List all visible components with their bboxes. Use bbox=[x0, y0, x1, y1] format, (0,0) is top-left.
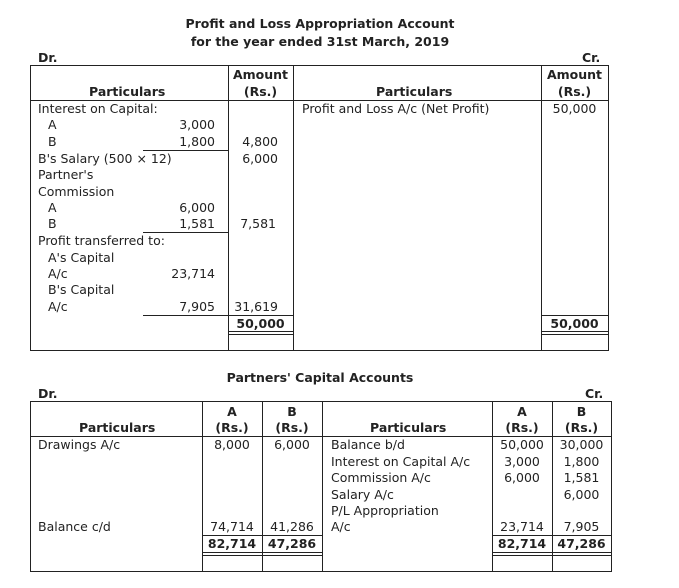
cap-hdr-particulars-right: Particulars bbox=[370, 420, 447, 435]
cap-col-divider-3 bbox=[322, 401, 323, 572]
pl-top-border bbox=[30, 65, 609, 66]
cap-right-total-rule-2 bbox=[492, 555, 611, 556]
cap-hdr-rs-a-left: (Rs.) bbox=[215, 420, 249, 435]
pl-right-total-rule-1 bbox=[541, 331, 608, 332]
pl-netprofit-value: 50,000 bbox=[552, 101, 597, 116]
cap-bbd-label: Balance b/d bbox=[331, 437, 405, 452]
cap-salary-b: 6,000 bbox=[563, 487, 600, 502]
cap-left-border bbox=[30, 401, 31, 572]
pl-cr-label: Cr. bbox=[582, 50, 601, 65]
cap-right-total-rule-1 bbox=[492, 552, 611, 553]
pl-comm-a-value: 6,000 bbox=[179, 200, 215, 215]
cap-bottom-border bbox=[30, 571, 612, 572]
pl-right-total-rule-2 bbox=[541, 334, 608, 335]
pl-hdr-amount-left: Amount bbox=[232, 67, 289, 82]
pl-comm-total: 7,581 bbox=[240, 216, 276, 231]
pl-comm-a-label: A bbox=[48, 200, 57, 215]
pl-hdr-rs-right: (Rs.) bbox=[557, 84, 592, 99]
cap-interest-a: 3,000 bbox=[504, 454, 540, 469]
cap-balance-b: 41,286 bbox=[270, 519, 314, 534]
cap-drawings-label: Drawings A/c bbox=[38, 437, 121, 452]
cap-left-total-a: 82,714 bbox=[207, 536, 257, 551]
pl-b-capital-label-1: B's Capital bbox=[48, 282, 115, 297]
cap-drawings-b: 6,000 bbox=[274, 437, 310, 452]
cap-left-total-b: 47,286 bbox=[267, 536, 317, 551]
pl-salary-value: 6,000 bbox=[242, 151, 278, 166]
pl-int-b-value: 1,800 bbox=[179, 134, 215, 149]
cap-right-total-a: 82,714 bbox=[497, 536, 547, 551]
pl-a-capital-label-2: A/c bbox=[48, 266, 68, 281]
pl-hdr-amount-right: Amount bbox=[546, 67, 603, 82]
cap-dr-label: Dr. bbox=[38, 386, 58, 401]
cap-hdr-b-left: B bbox=[287, 404, 297, 419]
pl-b-capital-label-2: A/c bbox=[48, 299, 68, 314]
cap-pla-b: 7,905 bbox=[563, 519, 600, 534]
pl-a-capital-value: 23,714 bbox=[171, 266, 215, 281]
cap-hdr-rs-a-right: (Rs.) bbox=[505, 420, 539, 435]
cap-hdr-rs-b-left: (Rs.) bbox=[275, 420, 309, 435]
cap-pla-a: 23,714 bbox=[500, 519, 544, 534]
cap-drawings-a: 8,000 bbox=[214, 437, 250, 452]
cap-pla-label-2: A/c bbox=[331, 519, 351, 534]
pl-title: Profit and Loss Appropriation Account bbox=[185, 16, 455, 31]
cap-hdr-particulars-left: Particulars bbox=[79, 420, 156, 435]
pl-right-border bbox=[608, 65, 609, 351]
pl-netprofit-label: Profit and Loss A/c (Net Profit) bbox=[302, 101, 490, 116]
cap-balance-label: Balance c/d bbox=[38, 519, 111, 534]
cap-pla-label-1: P/L Appropriation bbox=[331, 503, 439, 518]
cap-interest-b: 1,800 bbox=[563, 454, 600, 469]
pl-interest-label: Interest on Capital: bbox=[38, 101, 158, 116]
cap-top-border bbox=[30, 401, 612, 402]
pl-right-grand-total: 50,000 bbox=[550, 316, 599, 331]
pl-left-total-rule-2 bbox=[228, 334, 293, 335]
cap-commission-label: Commission A/c bbox=[331, 470, 431, 485]
pl-a-capital-label-1: A's Capital bbox=[48, 250, 115, 265]
pl-b-capital-value: 7,905 bbox=[179, 299, 215, 314]
pl-profit-total: 31,619 bbox=[234, 299, 278, 314]
pl-comm-b-label: B bbox=[48, 216, 57, 231]
cap-title: Partners' Capital Accounts bbox=[226, 370, 414, 385]
pl-profit-subtotal-rule bbox=[143, 315, 228, 316]
pl-left-total-rule-1 bbox=[228, 331, 293, 332]
pl-left-border bbox=[30, 65, 31, 351]
pl-subtitle: for the year ended 31st March, 2019 bbox=[190, 34, 450, 49]
cap-hdr-b-right: B bbox=[576, 404, 587, 419]
pl-left-grand-total: 50,000 bbox=[236, 316, 285, 331]
pl-hdr-rs-left: (Rs.) bbox=[243, 84, 278, 99]
pl-comm-label-1: Partner's bbox=[38, 167, 94, 182]
pl-salary-label: B's Salary (500 × 12) bbox=[38, 151, 172, 166]
cap-bbd-b: 30,000 bbox=[559, 437, 604, 452]
cap-hdr-a-left: A bbox=[227, 404, 237, 419]
cap-balance-a: 74,714 bbox=[210, 519, 254, 534]
pl-int-total: 4,800 bbox=[242, 134, 278, 149]
pl-comm-b-value: 1,581 bbox=[179, 216, 215, 231]
cap-right-border bbox=[611, 401, 612, 572]
cap-commission-b: 1,581 bbox=[563, 470, 600, 485]
cap-interest-label: Interest on Capital A/c bbox=[331, 454, 471, 469]
pl-int-b-label: B bbox=[48, 134, 57, 149]
cap-bbd-a: 50,000 bbox=[500, 437, 544, 452]
pl-int-a-value: 3,000 bbox=[179, 117, 215, 132]
cap-cr-label: Cr. bbox=[585, 386, 604, 401]
cap-right-total-b: 47,286 bbox=[557, 536, 606, 551]
pl-comm-label-2: Commission bbox=[38, 184, 115, 199]
pl-dr-label: Dr. bbox=[38, 50, 58, 65]
cap-salary-label: Salary A/c bbox=[331, 487, 394, 502]
pl-profit-label: Profit transferred to: bbox=[38, 233, 165, 248]
cap-commission-a: 6,000 bbox=[504, 470, 540, 485]
cap-hdr-rs-b-right: (Rs.) bbox=[564, 420, 599, 435]
cap-hdr-a-right: A bbox=[517, 404, 527, 419]
pl-int-a-label: A bbox=[48, 117, 57, 132]
pl-hdr-particulars-right: Particulars bbox=[376, 84, 453, 99]
pl-bottom-border bbox=[30, 350, 609, 351]
pl-hdr-particulars-left: Particulars bbox=[89, 84, 166, 99]
pl-col-divider-2 bbox=[293, 65, 294, 351]
cap-left-total-rule-2 bbox=[202, 555, 322, 556]
cap-left-total-rule-1 bbox=[202, 552, 322, 553]
